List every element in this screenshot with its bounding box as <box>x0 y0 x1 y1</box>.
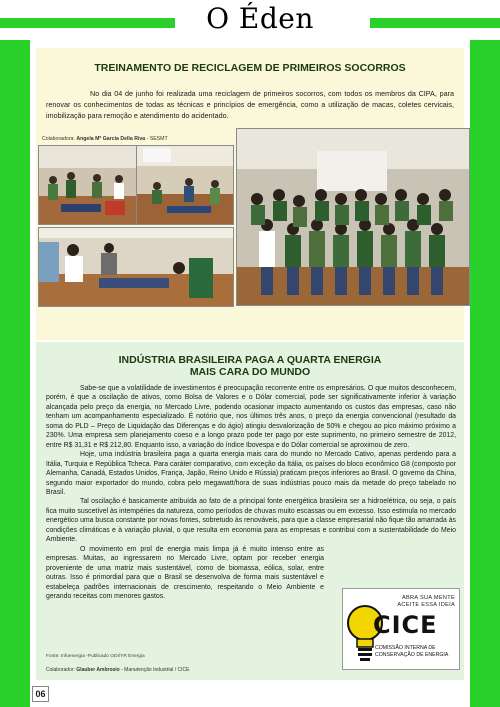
training-headline: TREINAMENTO DE RECICLAGEM DE PRIMEIROS SOCORROS <box>94 62 406 74</box>
energy-collaborator: Colaborador: Glauber Ambrosio - Manutenção Industrial / CICE <box>46 667 190 673</box>
training-body: No dia 04 de junho foi realizada uma reciclagem de primeiros socorros, com todos os membros da CIPA, para renovar os conhecimentos de todas as técnicas e princípios de emergência, como a utilização de macas, coletes cervicais, imobilização para remoção e atendimento do acidentado. <box>46 89 454 120</box>
energy-headline: INDÚSTRIA BRASILEIRA PAGA A QUARTA ENERGIA MAIS CARA DO MUNDO <box>118 354 382 378</box>
energy-article <box>36 342 464 680</box>
header-accent-left <box>0 18 175 28</box>
footer-band <box>30 700 470 707</box>
cice-slogan: ABRA SUA MENTE ACEITE ESSA IDEIA <box>397 595 455 608</box>
energy-paragraph-2: Hoje, uma indústria brasileira paga a quarta energia mais cara do mundo no Mercado Cativo, apenas perdendo para a Itália, Turquia e República Tcheca. Para caráter comparativo, com exceção da Itália, os países do bloco econômico G8 (composto por Alemanha, Canadá, Estados Unidos, França, Japão, Reino Unido e Rússia) praticam preços inferiores ao Brasil. O governo da China, segundo maior exportador do mundo, cobra pelo megawatt/hora de suas indústrias pouco mais da metade do preço tabelado no Brasil. <box>46 451 456 496</box>
photo-training-room-2 <box>136 145 234 225</box>
energy-paragraph-3: Tal oscilação é basicamente atribuída ao fato de a principal fonte energética brasileira ser a hidroelétrica, ou seja, o país fica muito suscetível às intempéries da natureza, como períodos de chuvas muito escassas ou em excesso. Isso estimula no mercado energético uma busca constante por novas fontes, sobretudo às renováveis, para que a classe empresarial não fique tão amarrada às condições climáticas e à variação pluvial, o que resulta em economia para as empresas e contribui com a sustentabilidade do Meio Ambiente. <box>46 498 456 544</box>
cice-logo <box>342 588 460 670</box>
energy-body <box>46 384 456 601</box>
page-number: 06 <box>32 686 49 702</box>
cice-wordmark: CICE <box>373 611 438 639</box>
energy-paragraph-4: O movimento em prol de energia mais limpa já é muito intenso entre as empresas. Muitas, ao ingressarem no Mercado Livre, optam por receber energia proveniente de uma matriz mais sustentável, como de biomassa, eólica, solar, entre outras. Isso é primordial para que o Brasil se desenvolva de forma mais sustentável e estabeleça padrões internacionais de crescimento, respeitando o Meio Ambiente e gerando receitas com menores gastos. <box>46 545 324 600</box>
header-accent-right <box>370 18 500 28</box>
training-article <box>36 48 464 340</box>
energy-paragraph-1: Sabe-se que a volatilidade de investimentos é preocupação recorrente entre os empresários. O que muitos desconhecem, porém, é que a oscilação de ativos, como Bolsa de Valores e o Dólar comercial, pode ser significativamente inferior à variação alcançada pelo preço da energia, no Mercado Livre, podendo ocasionar impacto aumentando os custos das empresas, caso não tenham um acompanhamento especializado. É notório que, nos últimos três anos, o preço da energia convencional (resultado da soma do PLD – Preço de Liquidação das Diferenças e do ágio) atingiu desvalorização de 50% e chegou ao pico máximo próximo a 230%. Uma empresa sem planejamento coeso e a longo prazo pode ter pago por este suprimento, no primeiro semestre de 2012, entre R$ 31,31 e R$ 212,80. Enquanto isso, a variação do índice Ibovespa e do Dólar comercial se aproximou de zero. <box>46 385 456 449</box>
photo-training-room-1 <box>38 145 137 225</box>
photo-cipa-group <box>236 128 470 306</box>
training-collaborator: Colaboradora: Angela Mª Garcia Della Riva - SESMT <box>42 136 168 142</box>
photo-stretcher-practice <box>38 227 234 307</box>
newsletter-title: O Éden <box>206 2 314 35</box>
cice-subtitle: COMISSÃO INTERNA DE CONSERVAÇÃO DE ENERGIA <box>375 645 449 658</box>
page-sheet <box>30 40 470 707</box>
energy-source: Fonte: Infoenergia -Publicado ODI/YR Energia <box>46 654 145 659</box>
